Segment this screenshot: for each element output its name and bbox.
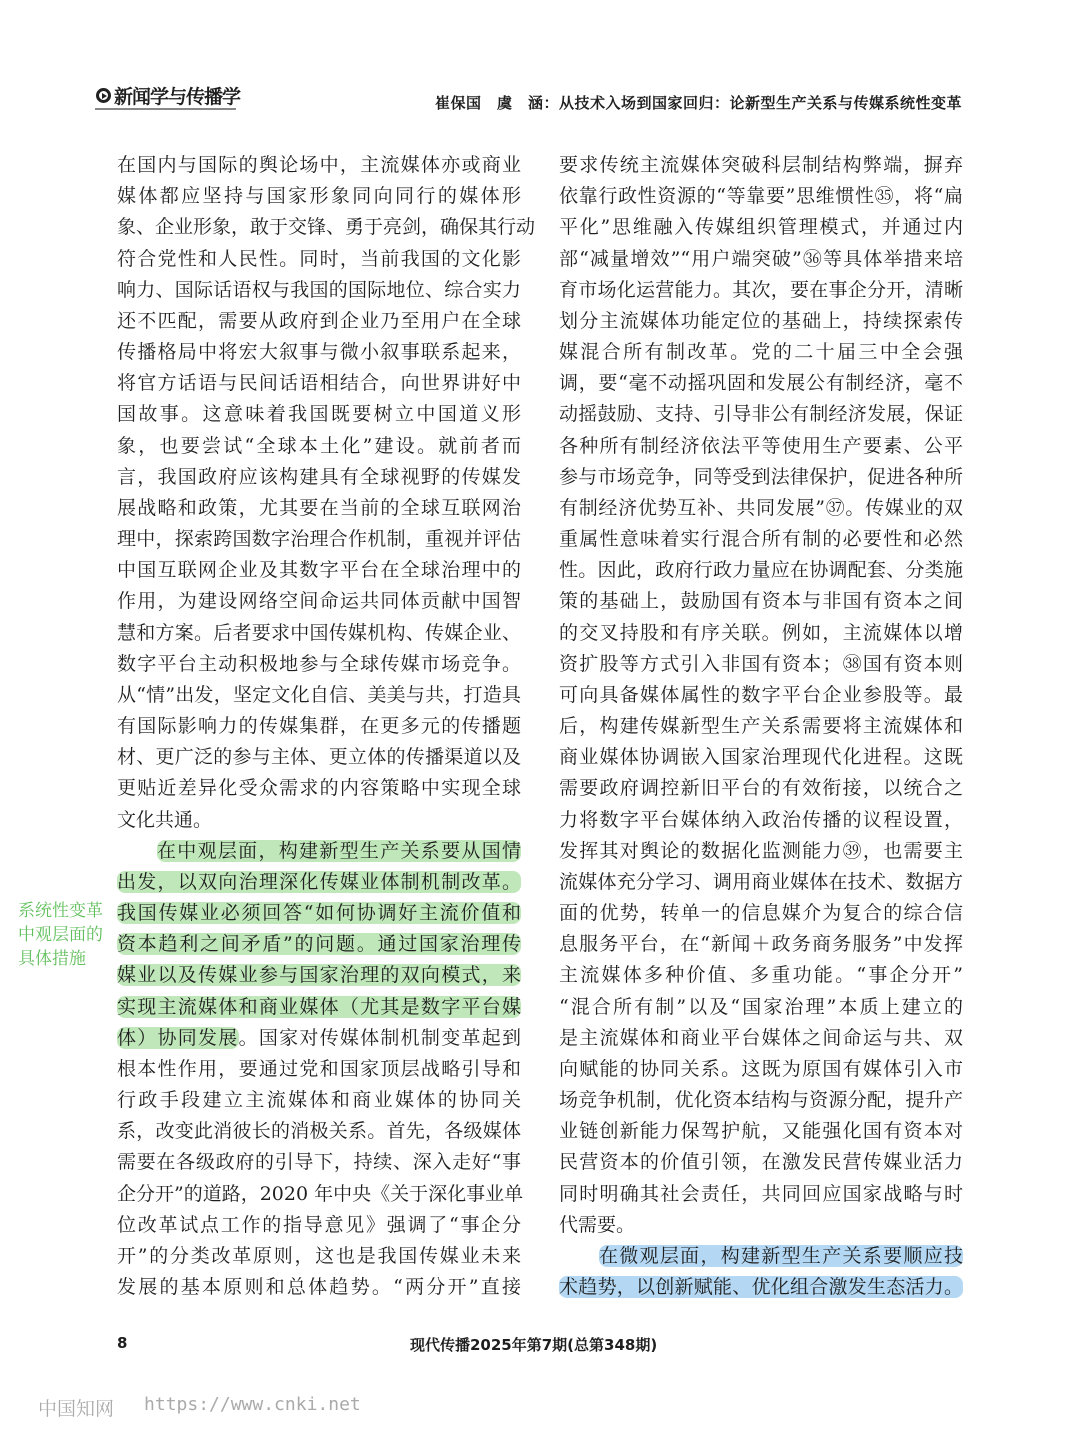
text-line — [559, 711, 963, 742]
text-line — [117, 212, 536, 243]
text-segment: 行政手段建立主流媒体和商业媒体的协同关 — [117, 1089, 521, 1112]
annotation-line: 中观层面的 — [18, 925, 103, 945]
text-line — [117, 1054, 521, 1085]
text-line — [559, 493, 963, 524]
text-line — [117, 649, 521, 680]
text-segment: 发展的基本原则和总体趋势。“两分开”直接 — [117, 1276, 521, 1299]
text-segment: 民营资本的价值引领，在激发民营传媒业活力 — [559, 1151, 963, 1174]
highlighted-text: 实现主流媒体和商业媒体（尤其是数字平台媒 — [117, 995, 521, 1018]
text-segment: 国故事。这意味着我国既要树立中国道义形 — [117, 403, 521, 426]
text-line — [559, 462, 963, 493]
highlighted-text: 在微观层面，构建新型生产关系要顺应技 — [599, 1244, 963, 1267]
text-line — [117, 493, 521, 524]
text-line — [559, 555, 963, 586]
text-segment: 流媒体充分学习、调用商业媒体在技术、数据方 — [559, 870, 963, 893]
text-segment: “混合所有制”以及“国家治理”本质上建立的 — [559, 995, 963, 1018]
text-segment: 各种所有制经济依法平等使用生产要素、公平 — [559, 434, 963, 457]
text-line — [559, 992, 963, 1023]
text-segment: 向赋能的协同关系。这既为原国有媒体引入市 — [559, 1057, 963, 1080]
text-segment: 材、更广泛的参与主体、更立体的传播渠道以及 — [117, 746, 521, 769]
text-segment: 根本性作用，要通过党和国家顶层战略引导和 — [117, 1057, 521, 1080]
text-line — [559, 898, 963, 929]
text-line — [117, 524, 521, 555]
watermark-name: 中国知网 — [38, 1398, 115, 1420]
text-segment: 更贴近差异化受众需求的内容策略中实现全球 — [117, 777, 521, 800]
text-line — [117, 150, 521, 181]
text-segment: 性。因此，政府行政力量应在协调配套、分类施 — [559, 559, 963, 582]
text-line — [559, 337, 963, 368]
highlighted-text: 我国传媒业必须回答“如何协调好主流价值和 — [117, 902, 521, 925]
text-segment: 面的优势，转单一的信息媒介为复合的综合信 — [559, 902, 963, 925]
page-number: 8 — [117, 1334, 128, 1352]
text-line — [117, 462, 521, 493]
text-line — [559, 618, 963, 649]
watermark — [38, 1394, 361, 1421]
text-line — [117, 368, 521, 399]
text-segment: 从“情”出发，坚定文化自信、美美与共，打造具 — [117, 683, 521, 706]
highlighted-text: 资本趋利之间矛盾”的问题。通过国家治理传 — [117, 933, 521, 956]
text-line — [559, 212, 963, 243]
text-segment: 重属性意味着实行混合所有制的必要性和必然 — [559, 528, 963, 551]
text-line — [117, 992, 521, 1023]
text-segment: 企分开”的道路，2020 年中央《关于深化事业单 — [117, 1182, 524, 1205]
text-line — [117, 618, 521, 649]
section-name: 新闻学与传播学 — [114, 86, 241, 108]
text-segment: 作用，为建设网络空间命运共同体贡献中国智 — [117, 590, 521, 613]
text-line — [117, 555, 521, 586]
text-segment: 同时明确其社会责任，共同回应国家战略与时 — [559, 1182, 963, 1205]
text-line — [559, 680, 963, 711]
text-line — [117, 244, 521, 275]
text-segment: 有制经济优势互补、共同发展”㊲。传媒业的双 — [559, 496, 963, 519]
text-line — [559, 742, 963, 773]
text-line — [117, 711, 521, 742]
text-segment: 媒混合所有制改革。党的二十届三中全会强 — [559, 341, 963, 364]
text-segment: 可向具备媒体属性的数字平台企业参股等。最 — [559, 683, 963, 706]
highlighted-text: 出发，以双向治理深化传媒业体制机制改革。 — [117, 870, 521, 893]
text-line — [559, 306, 963, 337]
text-line — [559, 524, 963, 555]
text-segment: 发挥其对舆论的数据化监测能力㊴，也需要主 — [559, 839, 963, 862]
text-segment: 位改革试点工作的指导意见》强调了“事企分 — [117, 1213, 521, 1236]
text-line — [559, 586, 963, 617]
header-rule — [95, 108, 236, 110]
text-segment: 展战略和政策，尤其要在当前的全球互联网治 — [117, 496, 521, 519]
text-line — [117, 181, 521, 212]
text-line — [117, 960, 521, 991]
text-line — [559, 244, 963, 275]
text-line — [117, 306, 521, 337]
text-line — [559, 431, 963, 462]
text-line — [559, 150, 963, 181]
text-line — [117, 1116, 521, 1147]
text-segment: 媒体都应坚持与国家形象同向同行的媒体形 — [117, 185, 521, 208]
text-segment: 策的基础上，鼓励国有资本与非国有资本之间 — [559, 590, 963, 613]
text-line — [117, 867, 521, 898]
text-segment: 理中，探索跨国数字治理合作机制，重视并评估 — [117, 528, 521, 551]
text-line — [117, 586, 521, 617]
running-title: 崔保国 虞 涵：从技术入场到国家回归：论新型生产关系与传媒系统性变革 — [434, 94, 962, 112]
text-line — [559, 1272, 963, 1303]
watermark-url: https://www.cnki.net — [144, 1394, 361, 1415]
text-segment: 系，改变此消彼长的消极关系。首先，各级媒体 — [117, 1120, 521, 1143]
text-segment: 需要政府调控新旧平台的有效衔接，以统合之 — [559, 777, 963, 800]
text-segment: 象、企业形象，敢于交锋、勇于亮剑，确保其行动 — [117, 216, 536, 239]
text-segment: 参与市场竞争，同等受到法律保护，促进各种所 — [559, 465, 963, 488]
text-line — [559, 805, 963, 836]
margin-annotation — [18, 899, 103, 971]
text-segment: 代需要。 — [559, 1213, 636, 1236]
text-segment: 言，我国政府应该构建具有全球视野的传媒发 — [117, 465, 521, 488]
text-segment: 开”的分类改革原则，这也是我国传媒业未来 — [117, 1244, 521, 1267]
text-segment: 文化共通。 — [117, 808, 213, 831]
text-line — [117, 1241, 521, 1272]
text-segment: 。国家对传媒体制机制变革起到 — [238, 1026, 521, 1049]
text-segment: 力将数字平台媒体纳入政治传播的议程设置， — [559, 808, 963, 831]
text-line — [117, 773, 521, 804]
text-line — [559, 275, 963, 306]
text-segment: 响力、国际话语权与我国的国际地位、综合实力 — [117, 278, 521, 301]
text-line — [559, 1210, 963, 1241]
highlighted-text: 术趋势，以创新赋能、优化组合激发生态活力。 — [559, 1276, 963, 1299]
text-segment: 资扩股等方式引入非国有资本；㊳国有资本则 — [559, 652, 963, 675]
text-segment: 有国际影响力的传媒集群，在更多元的传播题 — [117, 715, 521, 738]
text-line — [117, 742, 521, 773]
text-segment: 后，构建传媒新型生产关系需要将主流媒体和 — [559, 715, 963, 738]
text-segment: 划分主流媒体功能定位的基础上，持续探索传 — [559, 309, 963, 332]
text-line — [559, 1085, 963, 1116]
section-logo — [96, 82, 240, 109]
text-segment: 慧和方案。后者要求中国传媒机构、传媒企业、 — [117, 621, 521, 644]
text-line — [559, 929, 963, 960]
text-line — [117, 929, 521, 960]
text-line — [117, 898, 521, 929]
text-line — [559, 399, 963, 430]
text-segment: 主流媒体多种价值、多重功能。“事企分开” — [559, 964, 963, 987]
text-segment: 需要在各级政府的引导下，持续、深入走好“事 — [117, 1151, 521, 1174]
text-segment: 将官方话语与民间话语相结合，向世界讲好中 — [117, 372, 521, 395]
text-line — [117, 337, 521, 368]
text-segment: 场竞争机制，优化资本结构与资源分配，提升产 — [559, 1089, 963, 1112]
text-segment: 象，也要尝试“全球本土化”建设。就前者而 — [117, 434, 521, 457]
text-line — [117, 1023, 521, 1054]
text-segment: 传播格局中将宏大叙事与微小叙事联系起来， — [117, 341, 521, 364]
text-line — [117, 1179, 524, 1210]
highlighted-text: 体）协同发展 — [117, 1026, 239, 1049]
text-segment: 数字平台主动积极地参与全球传媒市场竞争。 — [117, 652, 521, 675]
text-line — [117, 399, 521, 430]
text-segment: 商业媒体协调嵌入国家治理现代化进程。这既 — [559, 746, 963, 769]
text-line — [559, 1023, 963, 1054]
text-segment: 还不匹配，需要从政府到企业乃至用户在全球 — [117, 309, 521, 332]
highlighted-text: 在中观层面，构建新型生产关系要从国情 — [157, 839, 521, 862]
text-line — [117, 805, 521, 836]
text-line — [559, 867, 963, 898]
text-line — [559, 1241, 963, 1272]
text-segment: 动摇鼓励、支持、引导非公有制经济发展，保证 — [559, 403, 963, 426]
text-segment: 调，要“毫不动摇巩固和发展公有制经济，毫不 — [559, 372, 963, 395]
text-segment: 依靠行政性资源的“等靠要”思维惯性㉟，将“扁 — [559, 185, 963, 208]
text-segment: 在国内与国际的舆论场中，主流媒体亦或商业 — [117, 154, 521, 176]
annotation-line: 系统性变革 — [18, 901, 103, 921]
text-segment: 要求传统主流媒体突破科层制结构弊端，摒弃 — [559, 154, 963, 176]
text-line — [117, 1210, 521, 1241]
text-segment: 是主流媒体和商业平台媒体之间命运与共、双 — [559, 1026, 963, 1049]
play-circle-icon — [96, 88, 111, 103]
text-line — [559, 649, 963, 680]
text-segment: 中国互联网企业及其数字平台在全球治理中的 — [117, 559, 521, 582]
text-line — [559, 1179, 963, 1210]
text-line — [117, 431, 521, 462]
highlighted-text: 媒业以及传媒业参与国家治理的双向模式，来 — [117, 964, 521, 987]
text-line — [117, 1085, 521, 1116]
text-line — [559, 181, 963, 212]
text-segment: 符合党性和人民性。同时，当前我国的文化影 — [117, 247, 521, 270]
text-segment: 业链创新能力保驾护航，又能强化国有资本对 — [559, 1120, 963, 1143]
text-line — [117, 1272, 521, 1303]
text-line — [559, 960, 963, 991]
text-segment: 息服务平台，在“新闻＋政务商务服务”中发挥 — [559, 933, 963, 956]
text-line — [559, 1116, 963, 1147]
annotation-line: 具体措施 — [18, 949, 86, 969]
text-line — [559, 1147, 963, 1178]
text-line — [559, 1054, 963, 1085]
text-segment: 部“减量增效”“用户端突破”㊱等具体举措来培 — [559, 247, 963, 270]
text-line — [559, 773, 963, 804]
text-line — [117, 680, 521, 711]
text-line — [559, 368, 963, 399]
text-line — [117, 1147, 521, 1178]
text-segment: 的交叉持股和有序关联。例如，主流媒体以增 — [559, 621, 963, 644]
text-segment: 育市场化运营能力。其次，要在事企分开，清晰 — [559, 278, 963, 301]
text-line — [117, 275, 521, 306]
text-line — [117, 836, 521, 867]
text-segment: 平化”思维融入传媒组织管理模式，并通过内 — [559, 216, 963, 239]
text-line — [559, 836, 963, 867]
journal-issue: 现代传播2025年第7期(总第348期) — [410, 1336, 658, 1354]
